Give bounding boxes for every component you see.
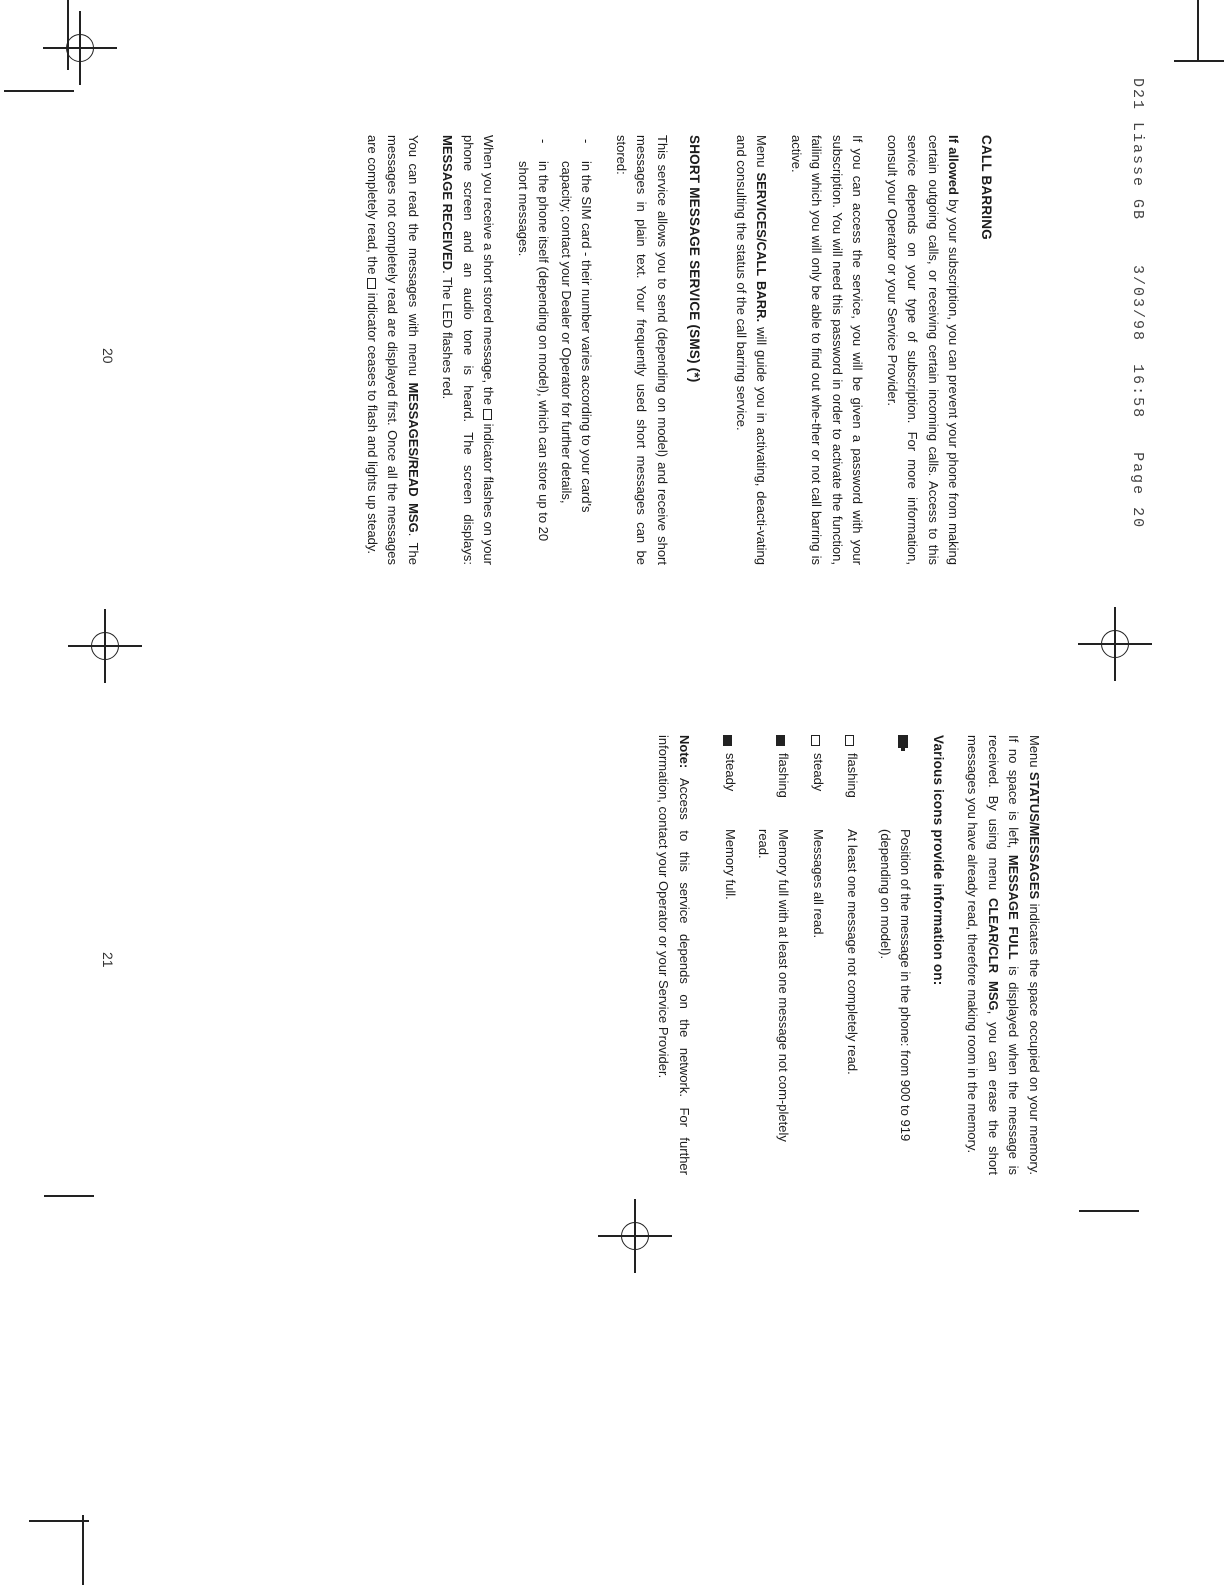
crop-mark (68, 0, 70, 70)
envelope-icon (846, 735, 855, 746)
list-item: - in the SIM card - their number varies according to your card's capacity; contact your Dealer or Operator for further details, (556, 135, 597, 565)
header-date: 3/03/98 (1129, 265, 1146, 343)
left-page-column (348, 135, 997, 565)
crop-mark (83, 1515, 85, 1585)
list-item: - in the phone itself (depending on model), which can store up to 20 short messages. (513, 135, 554, 565)
storage-list (513, 135, 597, 565)
page-number-right: 21 (100, 952, 116, 968)
call-barring-paragraph-3: Menu SERVICES/CALL BARR. will guide you in activating, deacti-vating and consulting the status of the call barring service. (734, 135, 770, 565)
header-page: Page 20 (1129, 452, 1146, 530)
table-row: flashing At least one message not completely read. (828, 735, 863, 1159)
call-barring-paragraph-2: If you can access the service, you will be given a password with your subscription. You will need this password in order to activate the function, failing which you will only be able to find out whe-ther or not call barring is active. (789, 135, 866, 565)
crop-mark (4, 90, 74, 92)
table-row: Position of the message in the phone: from 900 to 919 (depending on model). (863, 735, 916, 1159)
registration-cross-icon (1101, 630, 1129, 658)
status-messages-paragraph: Menu STATUS/MESSAGES indicates the space occupied on your memory. If no space is left, MESSAGE FULL is displayed when the message is received. By using menu CLEAR/CLR MSG, you can erase the short messages you have already read, therefore making room in the memory. (965, 735, 1042, 1175)
page-number-left: 20 (100, 348, 116, 364)
icons-heading: Various icons provide information on: (931, 735, 946, 986)
note-paragraph: Note: Access to this service depends on the network. For further information, contact your Operator or your Service Provider. (656, 735, 692, 1175)
table-row: steady Memory full. (706, 735, 741, 1159)
icon-legend-table (706, 735, 916, 1159)
table-row: flashing Memory full with at least one message not com-pletely read. (741, 735, 794, 1159)
crop-mark (1079, 1210, 1139, 1212)
sms-intro: This service allows you to send (depending on model) and receive short messages in plain text. Your frequently used short messages can be stored: (614, 135, 670, 565)
battery-icon (899, 735, 909, 748)
registration-cross-icon (621, 1222, 649, 1250)
right-page-column (639, 735, 1044, 1175)
call-barring-paragraph-1: If allowed by your subscription, you can prevent your phone from making certain outgoing calls, or receiving certain incoming calls. Access to this service depends on your type of subscription. For more information, consult your Operator or your Service Provider. (885, 135, 962, 565)
table-row: steady Messages all read. (794, 735, 829, 1159)
envelope-icon (367, 278, 376, 289)
crop-mark (44, 1195, 94, 1197)
crop-mark (1174, 60, 1224, 62)
header-job: D21 Liasse GB (1129, 78, 1146, 222)
envelope-filled-icon (777, 735, 786, 746)
sms-heading: SHORT MESSAGE SERVICE (SMS) (*) (687, 135, 703, 383)
registration-cross-icon (66, 34, 94, 62)
header-time: 16:58 (1129, 364, 1146, 420)
envelope-filled-icon (724, 735, 733, 746)
sms-read-paragraph: You can read the messages with menu MESSAGES/READ MSG. The messages not completely read are displayed first. Once all the messages are completely read, the indicator ceases to flash and lights up steady. (365, 135, 421, 566)
crop-mark (29, 1520, 89, 1522)
call-barring-heading: CALL BARRING (979, 135, 994, 240)
print-header (1129, 78, 1146, 529)
sms-receive-paragraph: When you receive a short stored message, the indicator flashes on your phone screen and an audio tone is heard. The screen displays: MESSAGE RECEIVED. The LED flashes red. (440, 135, 497, 565)
crop-mark (1198, 0, 1200, 60)
envelope-icon (484, 409, 493, 420)
registration-cross-icon (91, 632, 119, 660)
envelope-icon (811, 735, 820, 746)
